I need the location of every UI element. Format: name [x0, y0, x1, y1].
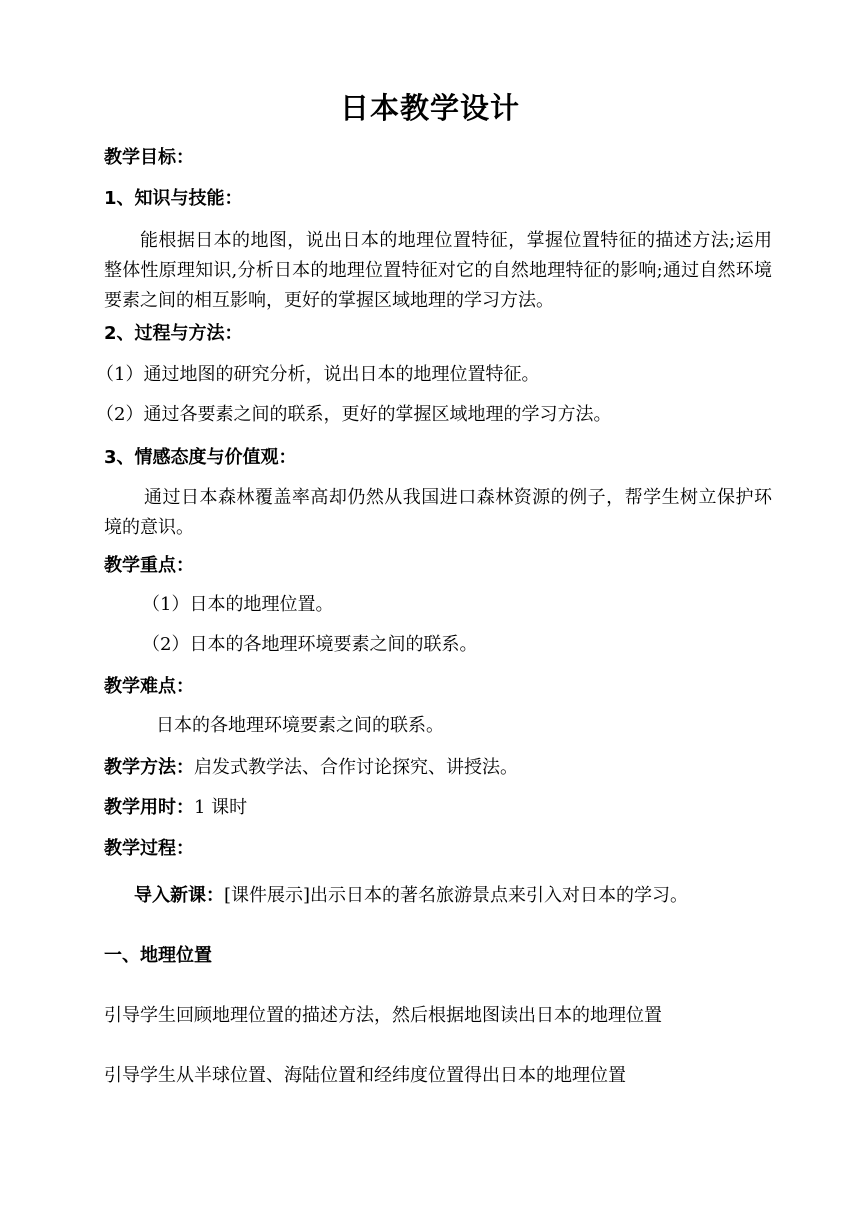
knowledge-paragraph: 能根据日本的地图，说出日本的地理位置特征，掌握位置特征的描述方法;运用整体性原理知识,分析日本的地理位置特征对它的自然地理特征的影响;通过自然环境要素之间的相互影响，更好的掌握区域地理的学习方法。 — [104, 230, 772, 311]
duration-line — [104, 796, 774, 820]
duration-label: 教学用时： — [104, 797, 194, 818]
methods-label: 教学方法： — [104, 757, 194, 778]
difficulties-text: 日本的各地理环境要素之间的联系。 — [156, 715, 444, 736]
objectives-heading: 教学目标： — [104, 147, 194, 168]
duration-text: 1 课时 — [194, 797, 248, 818]
procedure-heading: 教学过程： — [104, 838, 194, 859]
process-item-2: （2）通过各要素之间的联系，更好的掌握区域地理的学习方法。 — [96, 404, 612, 425]
process-heading: 2、过程与方法： — [104, 323, 243, 344]
key-point-item-1: （1）日本的地理位置。 — [142, 594, 334, 615]
intro-text: [课件展示]出示日本的著名旅游景点来引入对日本的学习。 — [224, 885, 689, 906]
process-item-1: （1）通过地图的研究分析，说出日本的地理位置特征。 — [96, 364, 540, 385]
intro-label: 导入新课： — [134, 885, 224, 906]
document-title: 日本教学设计 — [339, 91, 520, 125]
knowledge-heading: 1、知识与技能： — [104, 188, 243, 209]
section-one-heading: 一、地理位置 — [104, 945, 212, 966]
methods-line — [104, 756, 774, 780]
section-one-line-2: 引导学生从半球位置、海陆位置和经纬度位置得出日本的地理位置 — [104, 1065, 626, 1086]
key-points-heading: 教学重点： — [104, 555, 194, 576]
methods-text: 启发式教学法、合作讨论探究、讲授法。 — [194, 757, 518, 778]
difficulties-heading: 教学难点： — [104, 676, 194, 697]
emotion-heading: 3、情感态度与价值观： — [104, 447, 297, 468]
intro-line — [134, 884, 774, 908]
emotion-paragraph: 通过日本森林覆盖率高却仍然从我国进口森林资源的例子，帮学生树立保护环境的意识。 — [104, 487, 772, 538]
section-one-line-1: 引导学生回顾地理位置的描述方法，然后根据地图读出日本的地理位置 — [104, 1005, 662, 1026]
key-point-item-2: （2）日本的各地理环境要素之间的联系。 — [142, 634, 478, 655]
